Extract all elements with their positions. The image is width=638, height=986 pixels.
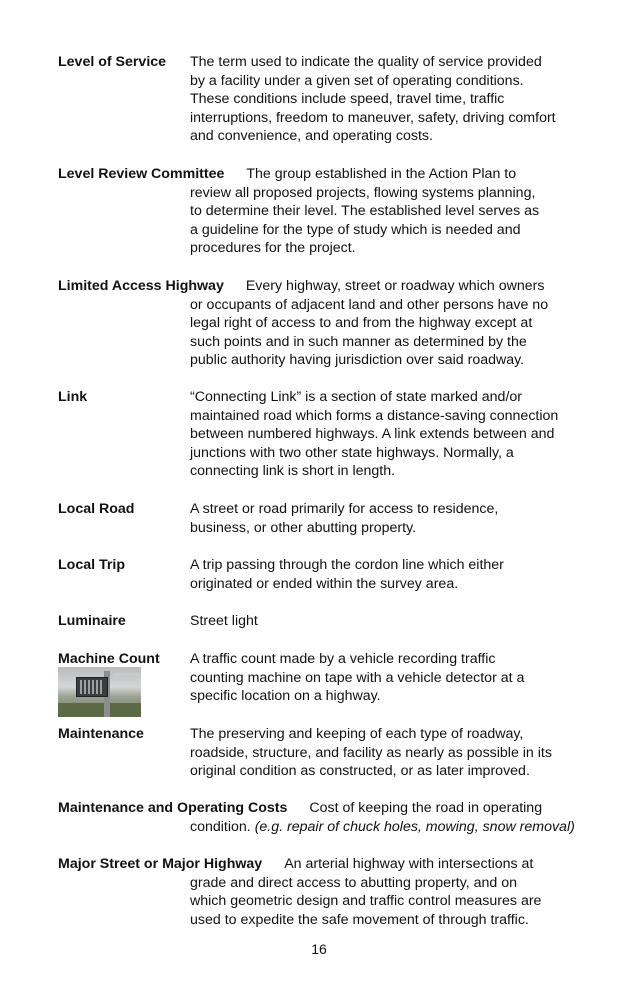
entry-level-of-service — [58, 53, 583, 146]
definition-line: maintained road which forms a distance-saving connection — [190, 407, 559, 424]
term: Machine Count — [58, 651, 160, 667]
definition-line: legal right of access to and from the highway except at — [190, 315, 533, 332]
definition-line: The group established in the Action Plan to — [246, 166, 517, 182]
definition-line: public authority having jurisdiction over said roadway. — [190, 352, 525, 369]
definition-line: which geometric design and traffic control measures are — [190, 893, 542, 910]
definition-line: roadside, structure, and facility as nearly as possible in its — [190, 744, 552, 761]
term: Maintenance — [58, 726, 144, 742]
definition-line: These conditions include speed, travel time, traffic — [190, 91, 505, 108]
definition-line: “Connecting Link” is a section of state marked and/or — [190, 389, 522, 405]
term: Limited Access Highway — [58, 278, 224, 294]
definition-line: The preserving and keeping of each type of roadway, — [190, 726, 524, 742]
entry-local-trip — [58, 556, 583, 593]
definition-line: specific location on a highway. — [190, 688, 381, 705]
definition-line: Every highway, street or roadway which owners — [245, 278, 545, 294]
definition-line: used to expedite the safe movement of through traffic. — [190, 911, 529, 928]
entry-maintenance-and-operating-costs — [58, 799, 583, 836]
entry-link — [58, 388, 583, 481]
term: Local Road — [58, 501, 135, 517]
definition-line: The term used to indicate the quality of service provided — [190, 54, 542, 70]
term: Luminaire — [58, 613, 126, 629]
definition-line: A street or road primarily for access to residence, — [190, 501, 499, 517]
definition-line: A traffic count made by a vehicle recording traffic — [190, 651, 496, 667]
entry-major-street-or-major-highway — [58, 855, 583, 929]
definition-line: such points and in such manner as determined by the — [190, 333, 527, 350]
definition-line: A trip passing through the cordon line which either — [190, 557, 504, 573]
term: Local Trip — [58, 557, 126, 573]
definition-line: connecting link is short in length. — [190, 463, 396, 480]
definition-line: originated or ended within the survey area. — [190, 575, 459, 592]
term: Level Review Committee — [58, 166, 225, 182]
definition-line: condition. — [190, 818, 251, 835]
definition-line: An arterial highway with intersections at — [284, 856, 534, 872]
definition-line: between numbered highways. A link extends between and — [190, 426, 555, 443]
definition-line: original condition as constructed, or as later improved. — [190, 763, 530, 780]
definition-line: Street light — [190, 613, 258, 629]
definition-line: counting machine on tape with a vehicle detector at a — [190, 669, 525, 686]
definition-line: business, or other abutting property. — [190, 519, 417, 536]
definition-line: and convenience, and operating costs. — [190, 128, 433, 145]
definition-line: Cost of keeping the road in operating — [309, 800, 543, 816]
entry-luminaire — [58, 612, 583, 631]
definition-line: review all proposed projects, flowing systems planning, — [190, 184, 536, 201]
definition-line: by a facility under a given set of operating conditions. — [190, 72, 524, 89]
definition-line: interruptions, freedom to maneuver, safety, driving comfort — [190, 109, 556, 126]
term: Level of Service — [58, 54, 167, 70]
definition-note: (e.g. repair of chuck holes, mowing, snow removal) — [254, 818, 575, 835]
entry-maintenance — [58, 725, 583, 781]
term: Major Street or Major Highway — [58, 856, 263, 872]
definition-line: grade and direct access to abutting property, and on — [190, 874, 518, 891]
definition-line: a guideline for the type of study which is needed and — [190, 221, 521, 238]
entry-local-road — [58, 500, 583, 537]
page-number: 16 — [311, 941, 327, 957]
entry-level-review-committee — [58, 165, 583, 258]
entry-limited-access-highway — [58, 277, 583, 370]
traffic-counter-photo — [58, 667, 141, 717]
definition-line: procedures for the project. — [190, 240, 356, 257]
term: Link — [58, 389, 88, 405]
definition-line: to determine their level. The established level serves as — [190, 203, 540, 220]
definition-line: or occupants of adjacent land and other persons have no — [190, 296, 549, 313]
term: Maintenance and Operating Costs — [58, 800, 288, 816]
definition-line: junctions with two other state highways. Normally, a — [190, 444, 514, 461]
